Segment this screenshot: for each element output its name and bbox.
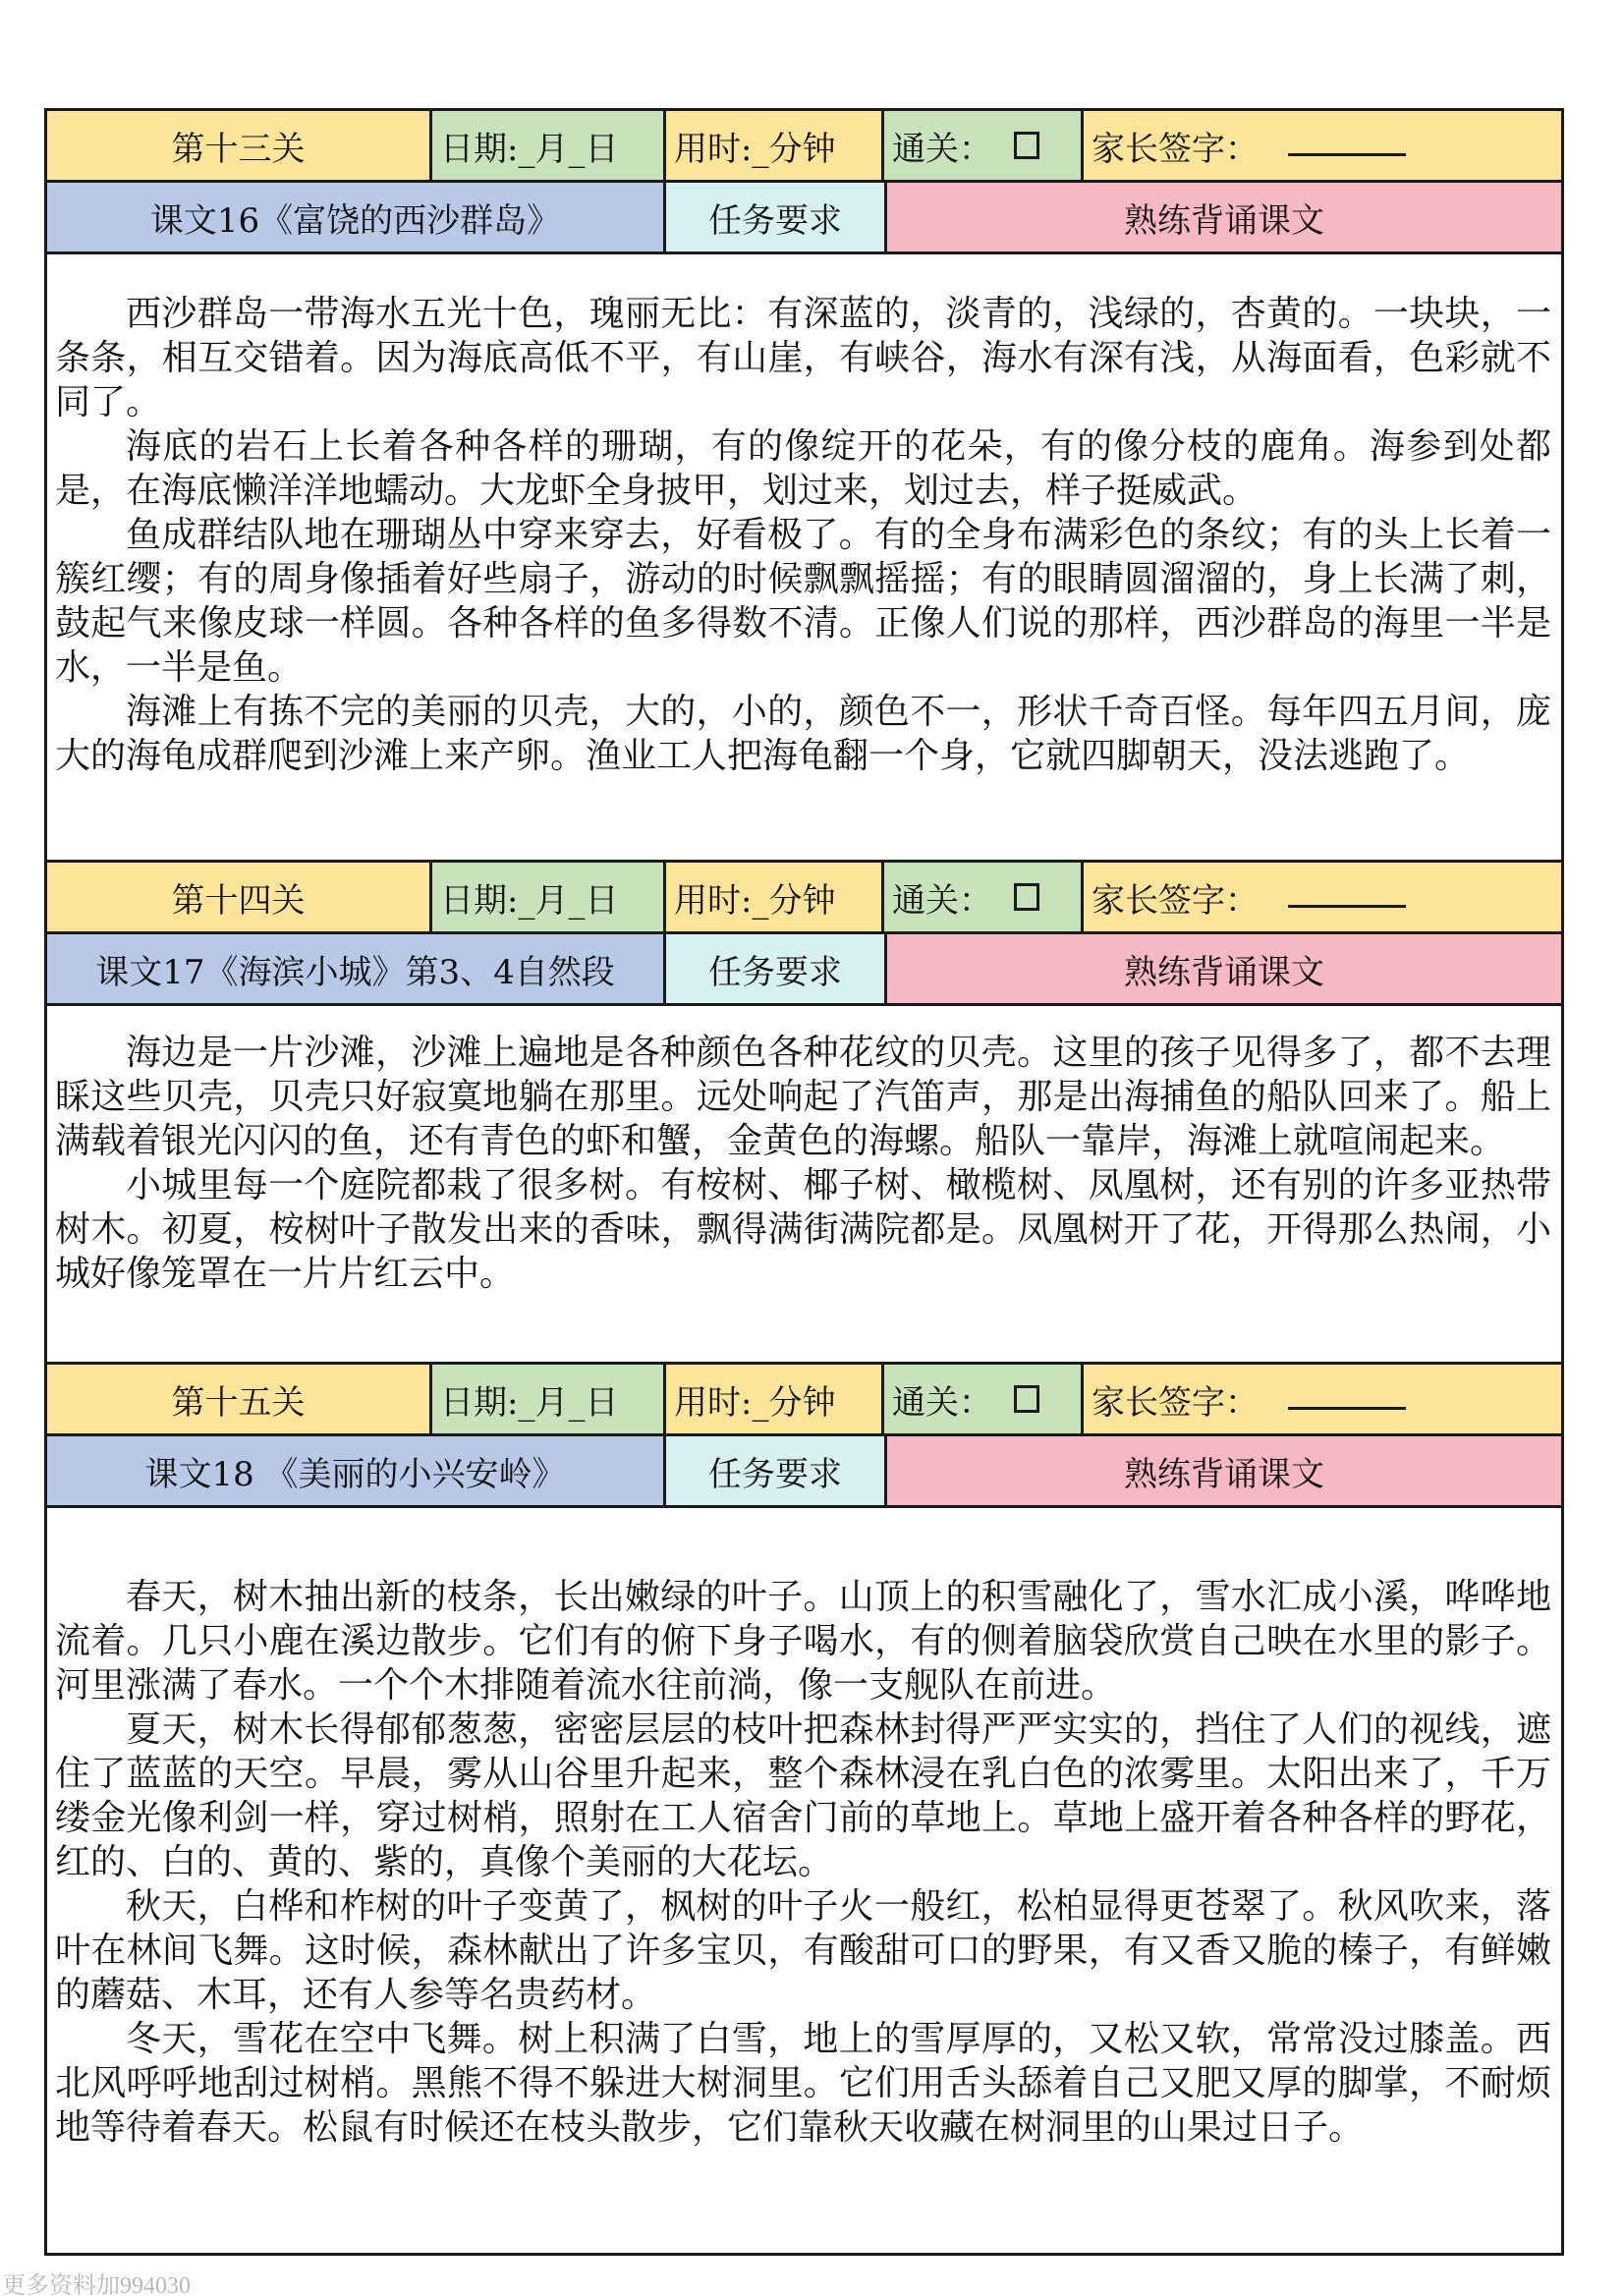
paragraph: 夏天，树木长得郁郁葱葱，密密层层的枝叶把森林封得严严实实的，挡住了人们的视线，遮住了蓝蓝的天空。早晨，雾从山谷里升起来，整个森林浸在乳白色的浓雾里。太阳出来了，千万缕金光像利剑一样，穿过树梢，照射在工人宿舍门前的草地上。草地上盛开着各种各样的野花，红的、白的、黄的、紫的，真像个美丽的大花坛。 bbox=[55, 1709, 1551, 1882]
section-task-row bbox=[47, 183, 1561, 254]
section-task-row bbox=[47, 934, 1561, 1006]
lesson-title: 课文17《海滨小城》第3、4自然段 bbox=[47, 934, 666, 1003]
worksheet-table bbox=[44, 108, 1564, 2256]
section-header-row bbox=[47, 1365, 1561, 1436]
parent-signature-field bbox=[1084, 1365, 1561, 1433]
paragraph: 海滩上有拣不完的美丽的贝壳，大的，小的，颜色不一，形状千奇百怪。每年四五月间，庞大的海龟成群爬到沙滩上来产卵。渔业工人把海龟翻一个身，它就四脚朝天，没法逃跑了。 bbox=[55, 692, 1551, 776]
task-requirement: 熟练背诵课文 bbox=[887, 1436, 1561, 1505]
signature-label: 家长签字： bbox=[1092, 129, 1259, 169]
pass-label: 通关： bbox=[892, 880, 992, 921]
paragraph: 西沙群岛一带海水五光十色，瑰丽无比：有深蓝的，淡青的，浅绿的，杏黄的。一块块，一条条，相互交错着。因为海底高低不平，有山崖，有峡谷，海水有深有浅，从海面看，色彩就不同了。 bbox=[55, 294, 1551, 422]
signature-line[interactable] bbox=[1288, 135, 1406, 156]
section-header-row bbox=[47, 111, 1561, 183]
pass-field bbox=[884, 1365, 1084, 1433]
section-level-15 bbox=[47, 1365, 1561, 2253]
pass-checkbox[interactable] bbox=[1014, 883, 1039, 911]
signature-line[interactable] bbox=[1288, 1388, 1406, 1410]
time-field[interactable]: 用时:_分钟 bbox=[666, 1365, 884, 1433]
paragraph: 小城里每一个庭院都栽了很多树。有桉树、椰子树、橄榄树、凤凰树，还有别的许多亚热带树木。初夏，桉树叶子散发出来的香味，飘得满街满院都是。凤凰树开了花，开得那么热闹，小城好像笼罩在一片片红云中。 bbox=[55, 1165, 1551, 1294]
parent-signature-field bbox=[1084, 863, 1561, 931]
level-title: 第十四关 bbox=[47, 863, 432, 931]
pass-label: 通关： bbox=[892, 1382, 992, 1423]
level-title: 第十三关 bbox=[47, 111, 432, 180]
pass-label: 通关： bbox=[892, 129, 992, 169]
lesson-text bbox=[47, 1006, 1561, 1365]
section-level-13 bbox=[47, 111, 1561, 863]
section-task-row bbox=[47, 1436, 1561, 1508]
date-field[interactable]: 日期:_月_日 bbox=[432, 863, 666, 931]
task-label: 任务要求 bbox=[666, 1436, 887, 1505]
signature-label: 家长签字： bbox=[1092, 1382, 1259, 1423]
time-field[interactable]: 用时:_分钟 bbox=[666, 111, 884, 180]
signature-line[interactable] bbox=[1288, 886, 1406, 908]
paragraph: 海底的岩石上长着各种各样的珊瑚，有的像绽开的花朵，有的像分枝的鹿角。海参到处都是，在海底懒洋洋地蠕动。大龙虾全身披甲，划过来，划过去，样子挺威武。 bbox=[55, 426, 1551, 511]
paragraph: 春天，树木抽出新的枝条，长出嫩绿的叶子。山顶上的积雪融化了，雪水汇成小溪，哗哗地流着。几只小鹿在溪边散步。它们有的俯下身子喝水，有的侧着脑袋欣赏自己映在水里的影子。河里涨满了春水。一个个木排随着流水往前淌，像一支舰队在前进。 bbox=[55, 1577, 1551, 1706]
lesson-text bbox=[47, 1508, 1561, 2253]
paragraph: 秋天，白桦和柞树的叶子变黄了，枫树的叶子火一般红，松柏显得更苍翠了。秋风吹来，落叶在林间飞舞。这时候，森林献出了许多宝贝，有酸甜可口的野果，有又香又脆的榛子，有鲜嫩的蘑菇、木耳，还有人参等名贵药材。 bbox=[55, 1886, 1551, 2015]
lesson-title: 课文18 《美丽的小兴安岭》 bbox=[47, 1436, 666, 1505]
pass-checkbox[interactable] bbox=[1014, 132, 1039, 159]
task-label: 任务要求 bbox=[666, 183, 887, 252]
paragraph: 海边是一片沙滩，沙滩上遍地是各种颜色各种花纹的贝壳。这里的孩子见得多了，都不去理睬这些贝壳，贝壳只好寂寞地躺在那里。远处响起了汽笛声，那是出海捕鱼的船队回来了。船上满载着银光闪闪的鱼，还有青色的虾和蟹，金黄色的海螺。船队一靠岸，海滩上就喧闹起来。 bbox=[55, 1033, 1551, 1161]
section-header-row bbox=[47, 863, 1561, 934]
signature-label: 家长签字： bbox=[1092, 880, 1259, 921]
lesson-text bbox=[47, 254, 1561, 863]
task-label: 任务要求 bbox=[666, 934, 887, 1003]
time-field[interactable]: 用时:_分钟 bbox=[666, 863, 884, 931]
pass-field bbox=[884, 863, 1084, 931]
date-field[interactable]: 日期:_月_日 bbox=[432, 1365, 666, 1433]
watermark-text: 更多资料加994030 bbox=[2, 2273, 191, 2296]
paragraph: 鱼成群结队地在珊瑚丛中穿来穿去，好看极了。有的全身布满彩色的条纹；有的头上长着一簇红缨；有的周身像插着好些扇子，游动的时候飘飘摇摇；有的眼睛圆溜溜的，身上长满了刺，鼓起气来像皮球一样圆。各种各样的鱼多得数不清。正像人们说的那样，西沙群岛的海里一半是水，一半是鱼。 bbox=[55, 515, 1551, 688]
paragraph: 冬天，雪花在空中飞舞。树上积满了白雪，地上的雪厚厚的，又松又软，常常没过膝盖。西北风呼呼地刮过树梢。黑熊不得不躲进大树洞里。它们用舌头舔着自己又肥又厚的脚掌，不耐烦地等待着春天。松鼠有时候还在枝头散步，它们靠秋天收藏在树洞里的山果过日子。 bbox=[55, 2019, 1551, 2148]
lesson-title: 课文16《富饶的西沙群岛》 bbox=[47, 183, 666, 252]
section-level-14 bbox=[47, 863, 1561, 1365]
pass-field bbox=[884, 111, 1084, 180]
date-field[interactable]: 日期:_月_日 bbox=[432, 111, 666, 180]
pass-checkbox[interactable] bbox=[1014, 1385, 1039, 1413]
task-requirement: 熟练背诵课文 bbox=[887, 183, 1561, 252]
parent-signature-field bbox=[1084, 111, 1561, 180]
task-requirement: 熟练背诵课文 bbox=[887, 934, 1561, 1003]
level-title: 第十五关 bbox=[47, 1365, 432, 1433]
